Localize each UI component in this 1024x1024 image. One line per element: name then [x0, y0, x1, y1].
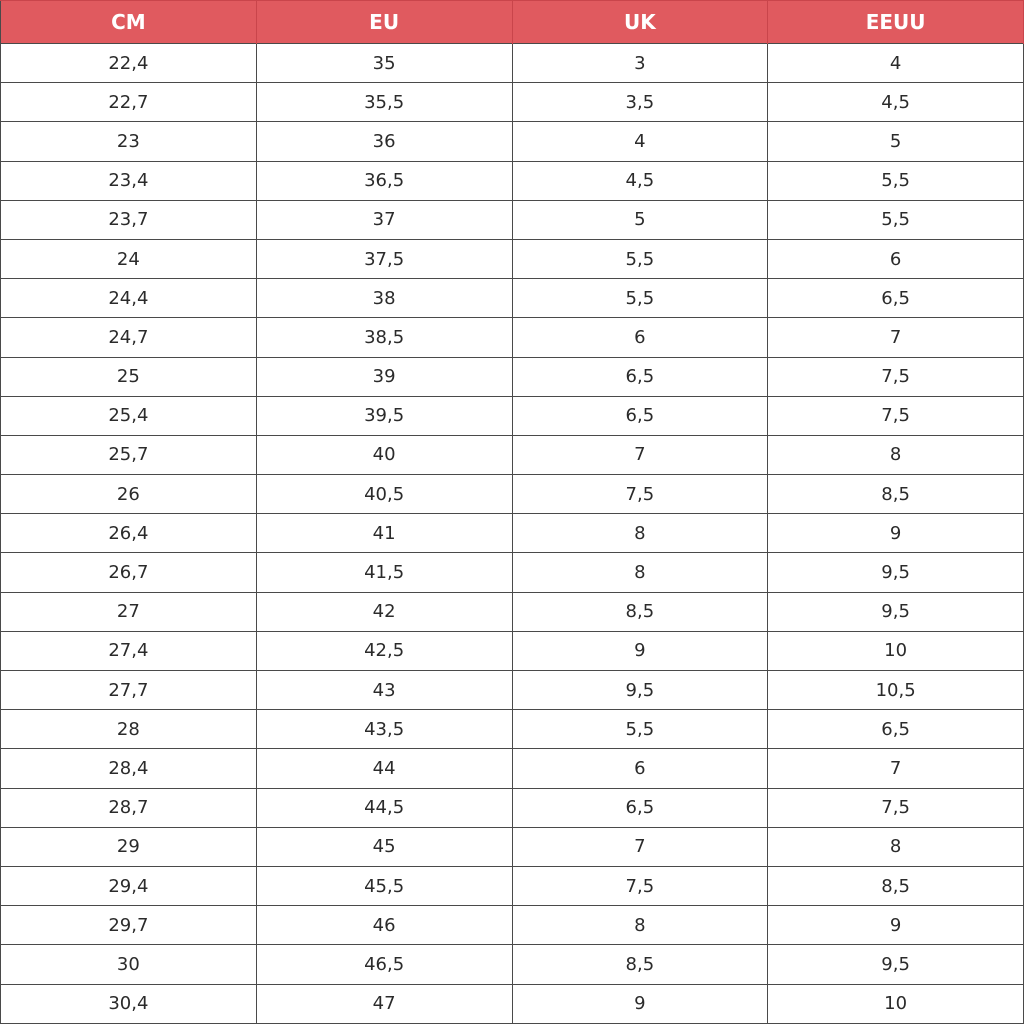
cell-eeuu: 9,5 [768, 945, 1024, 984]
cell-eeuu: 7,5 [768, 788, 1024, 827]
cell-eu: 35,5 [256, 83, 512, 122]
cell-uk: 6,5 [512, 357, 768, 396]
cell-eeuu: 8,5 [768, 475, 1024, 514]
cell-eeuu: 10 [768, 631, 1024, 670]
table-row [1, 122, 1024, 161]
cell-eu: 44,5 [256, 788, 512, 827]
cell-cm: 28,7 [1, 788, 257, 827]
cell-eeuu: 7,5 [768, 396, 1024, 435]
cell-uk: 6 [512, 749, 768, 788]
cell-eu: 37 [256, 200, 512, 239]
cell-uk: 5,5 [512, 239, 768, 278]
table-row [1, 239, 1024, 278]
cell-uk: 6,5 [512, 396, 768, 435]
table-row [1, 161, 1024, 200]
cell-eu: 47 [256, 984, 512, 1024]
cell-eeuu: 8 [768, 827, 1024, 866]
cell-uk: 7,5 [512, 475, 768, 514]
table-row [1, 514, 1024, 553]
cell-cm: 23,4 [1, 161, 257, 200]
table-row [1, 475, 1024, 514]
table-row [1, 984, 1024, 1024]
table-row [1, 710, 1024, 749]
cell-eeuu: 10 [768, 984, 1024, 1024]
cell-cm: 28 [1, 710, 257, 749]
cell-cm: 26,7 [1, 553, 257, 592]
cell-uk: 9,5 [512, 671, 768, 710]
cell-eu: 46,5 [256, 945, 512, 984]
cell-cm: 27,4 [1, 631, 257, 670]
cell-uk: 8 [512, 553, 768, 592]
cell-eeuu: 9,5 [768, 553, 1024, 592]
cell-eeuu: 6 [768, 239, 1024, 278]
cell-cm: 29 [1, 827, 257, 866]
cell-uk: 8,5 [512, 592, 768, 631]
cell-cm: 27 [1, 592, 257, 631]
cell-cm: 23 [1, 122, 257, 161]
table-row [1, 749, 1024, 788]
cell-cm: 24,4 [1, 279, 257, 318]
cell-uk: 6 [512, 318, 768, 357]
cell-cm: 26,4 [1, 514, 257, 553]
cell-eeuu: 6,5 [768, 710, 1024, 749]
table-header-row [1, 1, 1024, 44]
cell-eu: 35 [256, 44, 512, 83]
table-row [1, 44, 1024, 83]
cell-eu: 37,5 [256, 239, 512, 278]
cell-uk: 5,5 [512, 279, 768, 318]
table-row [1, 396, 1024, 435]
cell-cm: 28,4 [1, 749, 257, 788]
table-row [1, 866, 1024, 905]
cell-eeuu: 7 [768, 318, 1024, 357]
cell-uk: 4,5 [512, 161, 768, 200]
header-eeuu: EEUU [768, 1, 1024, 44]
cell-eu: 43,5 [256, 710, 512, 749]
cell-uk: 7 [512, 827, 768, 866]
cell-eu: 45,5 [256, 866, 512, 905]
cell-eeuu: 9 [768, 906, 1024, 945]
cell-eu: 41 [256, 514, 512, 553]
cell-eu: 38 [256, 279, 512, 318]
cell-cm: 25,7 [1, 435, 257, 474]
cell-eeuu: 8,5 [768, 866, 1024, 905]
cell-eeuu: 5 [768, 122, 1024, 161]
cell-cm: 29,4 [1, 866, 257, 905]
cell-eeuu: 4 [768, 44, 1024, 83]
cell-cm: 22,4 [1, 44, 257, 83]
cell-cm: 27,7 [1, 671, 257, 710]
cell-eeuu: 9 [768, 514, 1024, 553]
table-row [1, 435, 1024, 474]
cell-uk: 6,5 [512, 788, 768, 827]
cell-uk: 5,5 [512, 710, 768, 749]
cell-eeuu: 4,5 [768, 83, 1024, 122]
cell-eeuu: 9,5 [768, 592, 1024, 631]
table-row [1, 200, 1024, 239]
table-row [1, 631, 1024, 670]
cell-cm: 30 [1, 945, 257, 984]
cell-eeuu: 6,5 [768, 279, 1024, 318]
table-row [1, 671, 1024, 710]
header-cm: CM [1, 1, 257, 44]
table-body [1, 44, 1024, 1024]
cell-eu: 39,5 [256, 396, 512, 435]
cell-cm: 26 [1, 475, 257, 514]
cell-eu: 42,5 [256, 631, 512, 670]
cell-eeuu: 8 [768, 435, 1024, 474]
cell-eu: 46 [256, 906, 512, 945]
cell-cm: 22,7 [1, 83, 257, 122]
cell-cm: 25 [1, 357, 257, 396]
cell-eeuu: 7 [768, 749, 1024, 788]
cell-cm: 29,7 [1, 906, 257, 945]
cell-eu: 44 [256, 749, 512, 788]
table-row [1, 357, 1024, 396]
cell-uk: 9 [512, 984, 768, 1024]
cell-uk: 3 [512, 44, 768, 83]
table-row [1, 318, 1024, 357]
cell-uk: 8 [512, 906, 768, 945]
cell-uk: 7 [512, 435, 768, 474]
table-row [1, 788, 1024, 827]
cell-cm: 24,7 [1, 318, 257, 357]
cell-uk: 7,5 [512, 866, 768, 905]
table-row [1, 83, 1024, 122]
cell-eu: 36 [256, 122, 512, 161]
table-row [1, 906, 1024, 945]
cell-eu: 36,5 [256, 161, 512, 200]
cell-eu: 41,5 [256, 553, 512, 592]
cell-uk: 8 [512, 514, 768, 553]
cell-eeuu: 7,5 [768, 357, 1024, 396]
table-row [1, 279, 1024, 318]
cell-eu: 40,5 [256, 475, 512, 514]
cell-uk: 4 [512, 122, 768, 161]
cell-cm: 23,7 [1, 200, 257, 239]
cell-eu: 40 [256, 435, 512, 474]
table-row [1, 553, 1024, 592]
cell-uk: 3,5 [512, 83, 768, 122]
cell-cm: 25,4 [1, 396, 257, 435]
cell-eeuu: 5,5 [768, 161, 1024, 200]
table-row [1, 945, 1024, 984]
cell-uk: 5 [512, 200, 768, 239]
cell-eeuu: 10,5 [768, 671, 1024, 710]
cell-cm: 24 [1, 239, 257, 278]
header-eu: EU [256, 1, 512, 44]
cell-eu: 43 [256, 671, 512, 710]
header-uk: UK [512, 1, 768, 44]
cell-eu: 39 [256, 357, 512, 396]
table-row [1, 827, 1024, 866]
cell-eeuu: 5,5 [768, 200, 1024, 239]
cell-eu: 42 [256, 592, 512, 631]
cell-cm: 30,4 [1, 984, 257, 1024]
cell-eu: 45 [256, 827, 512, 866]
cell-uk: 9 [512, 631, 768, 670]
cell-uk: 8,5 [512, 945, 768, 984]
cell-eu: 38,5 [256, 318, 512, 357]
table-row [1, 592, 1024, 631]
